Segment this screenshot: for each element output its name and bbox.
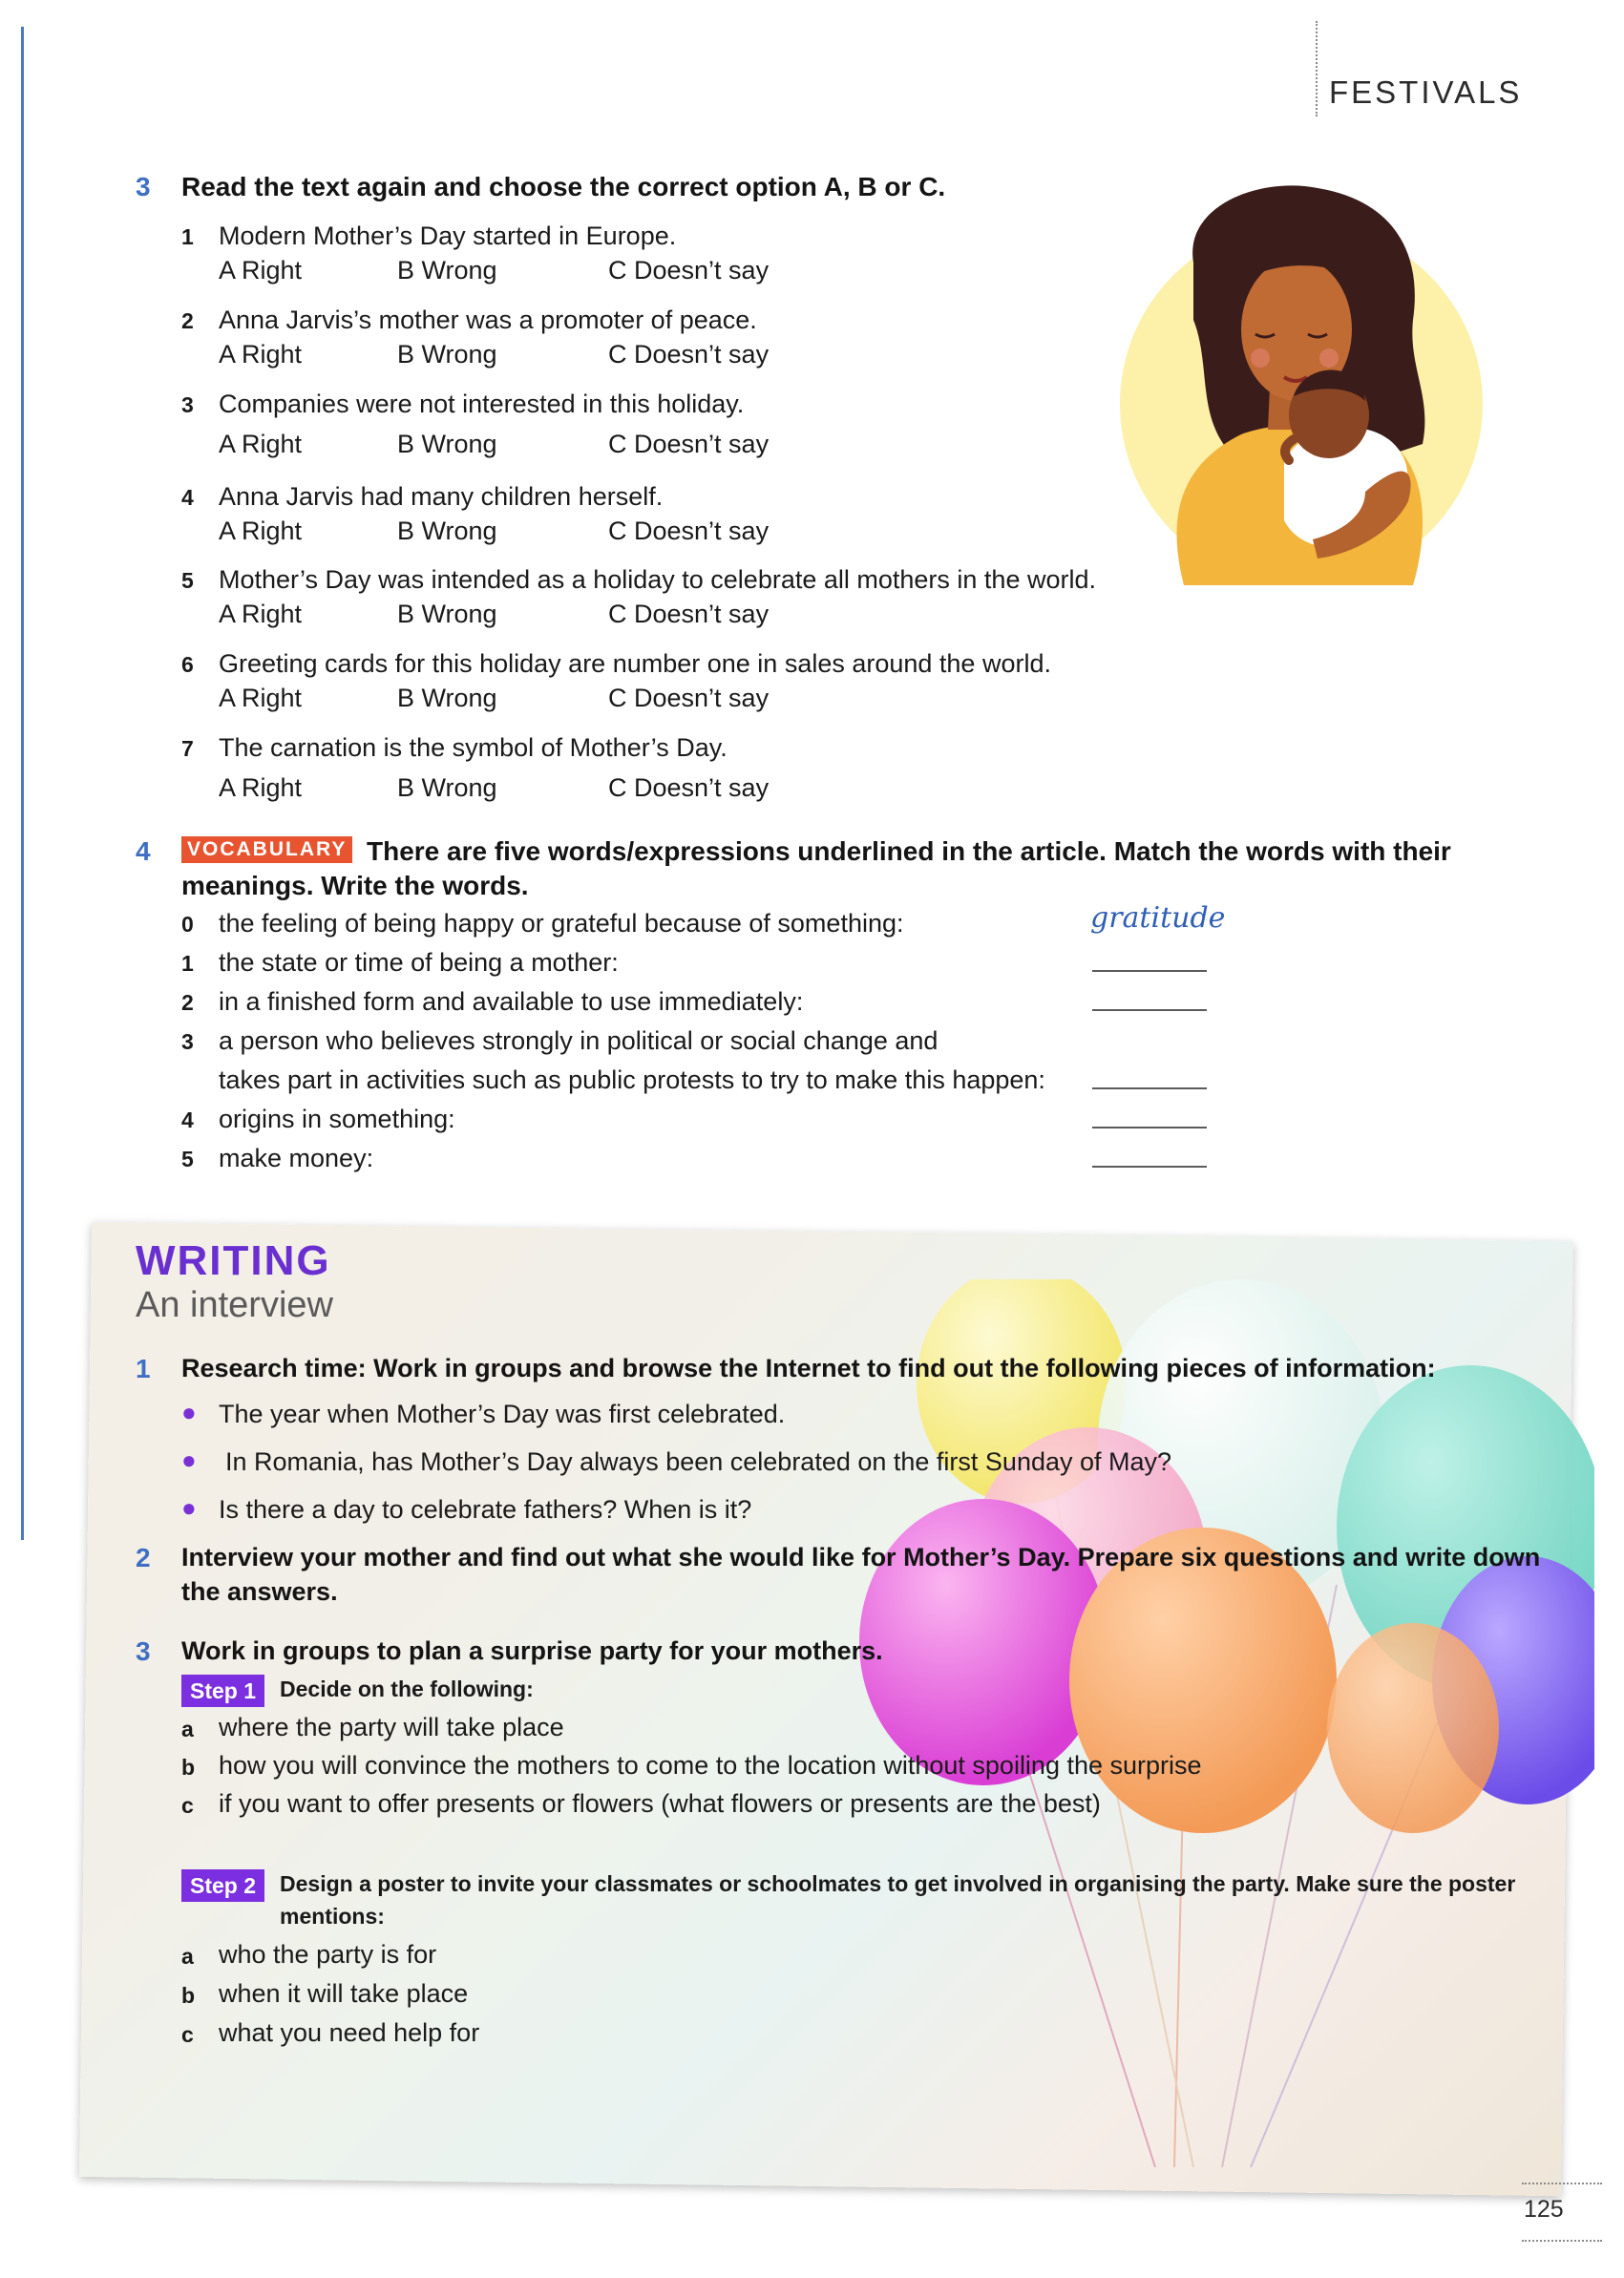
item-letter: a (181, 1944, 194, 1969)
item-number: 3 (181, 1029, 194, 1054)
question-text: Companies were not interested in this holiday. (219, 390, 745, 418)
answer-line (1092, 970, 1207, 972)
answer-line (1092, 1087, 1207, 1089)
question-text: The carnation is the symbol of Mother’s Day. (219, 733, 728, 762)
margin-rule (21, 27, 24, 1540)
question-text: Modern Mother’s Day started in Europe. (219, 221, 677, 250)
step-1-text: Decide on the following: (280, 1677, 534, 1701)
item-number: 0 (181, 912, 194, 937)
bullet-text: Is there a day to celebrate fathers? When is it? (219, 1495, 752, 1524)
item-letter: a (181, 1717, 194, 1741)
task-heading-cont: the answers. (181, 1577, 338, 1606)
question-number: 3 (181, 392, 194, 417)
option-b: B Wrong (397, 517, 497, 545)
step-2-text-cont: mentions: (280, 1904, 385, 1929)
step-2-badge: Step 2 (181, 1869, 264, 1902)
option-a: A Right (219, 684, 303, 712)
option-a: A Right (219, 256, 303, 285)
option-a: A Right (219, 517, 303, 545)
section-title: FESTIVALS (1329, 74, 1523, 110)
item-text: who the party is for (219, 1940, 437, 1969)
item-number: 4 (181, 1107, 194, 1132)
exercise-number: 4 (136, 836, 151, 866)
option-c: C Doesn’t say (608, 430, 770, 458)
question-text: Anna Jarvis had many children herself. (219, 482, 664, 511)
option-a: A Right (219, 430, 303, 458)
header-divider (1316, 21, 1318, 116)
item-letter: b (181, 1983, 196, 2008)
bullet-dot: ● (181, 1398, 197, 1426)
task-number: 2 (136, 1543, 151, 1572)
writing-title: WRITING (136, 1237, 331, 1284)
exercise-heading-cont: meanings. Write the words. (181, 871, 529, 900)
option-c: C Doesn’t say (608, 773, 770, 802)
item-text: what you need help for (219, 2018, 480, 2047)
question-text: Greeting cards for this holiday are number one in sales around the world. (219, 649, 1051, 678)
bullet-dot: ● (181, 1445, 197, 1474)
question-text: Anna Jarvis’s mother was a promoter of peace. (219, 306, 757, 334)
option-a: A Right (219, 773, 303, 802)
exercise-number: 3 (136, 172, 151, 201)
item-text: origins in something: (219, 1105, 455, 1133)
exercise-heading: Read the text again and choose the correct option A, B or C. (181, 172, 946, 201)
answer-example: gratitude (1090, 901, 1226, 935)
task-heading: Research time: Work in groups and browse the Internet to find out the following pieces of information: (181, 1354, 1436, 1382)
item-letter: b (181, 1755, 196, 1780)
option-c: C Doesn’t say (608, 340, 770, 369)
option-c: C Doesn’t say (608, 684, 770, 712)
answer-line (1092, 1009, 1207, 1011)
page-number: 125 (1524, 2196, 1564, 2223)
option-c: C Doesn’t say (608, 600, 770, 628)
option-a: A Right (219, 600, 303, 628)
question-number: 6 (181, 652, 194, 677)
question-number: 5 (181, 568, 194, 593)
item-text: the state or time of being a mother: (219, 948, 619, 977)
option-a: A Right (219, 340, 303, 369)
option-b: B Wrong (397, 430, 497, 458)
exercise-heading: There are five words/expressions underlined in the article. Match the words with their (367, 836, 1451, 866)
task-number: 3 (136, 1636, 151, 1666)
item-text: a person who believes strongly in political or social change and (219, 1026, 939, 1055)
page-number-rule (1522, 2183, 1602, 2184)
step-1-badge: Step 1 (181, 1675, 264, 1707)
question-number: 4 (181, 485, 194, 510)
item-text: in a finished form and available to use immediately: (219, 987, 804, 1016)
item-text: when it will take place (219, 1979, 469, 2008)
question-number: 2 (181, 308, 194, 333)
option-b: B Wrong (397, 684, 497, 712)
vocabulary-badge: VOCABULARY (181, 836, 352, 863)
writing-subtitle: An interview (136, 1285, 333, 1325)
option-c: C Doesn’t say (608, 256, 770, 285)
item-text-cont: takes part in activities such as public protests to try to make this happen: (219, 1065, 1045, 1094)
item-number: 1 (181, 951, 194, 976)
question-number: 1 (181, 224, 194, 249)
option-b: B Wrong (397, 340, 497, 369)
step-2-text: Design a poster to invite your classmates or schoolmates to get involved in organising the party. Make sure the poster (280, 1871, 1516, 1896)
balloons-image (840, 1279, 1594, 2177)
option-b: B Wrong (397, 256, 497, 285)
task-number: 1 (136, 1354, 151, 1383)
item-text: the feeling of being happy or grateful because of something: (219, 909, 904, 938)
page-number-rule (1522, 2240, 1602, 2242)
question-number: 7 (181, 736, 194, 761)
item-text: make money: (219, 1144, 374, 1172)
option-b: B Wrong (397, 600, 497, 628)
item-text: where the party will take place (219, 1713, 564, 1741)
mother-baby-illustration (1079, 177, 1528, 587)
question-text: Mother’s Day was intended as a holiday to celebrate all mothers in the world. (219, 565, 1096, 594)
task-heading: Interview your mother and find out what she would like for Mother’s Day. Prepare six questions and write down (181, 1543, 1541, 1571)
bullet-dot: ● (181, 1493, 197, 1522)
item-number: 5 (181, 1147, 194, 1171)
item-letter: c (181, 2022, 194, 2047)
option-b: B Wrong (397, 773, 497, 802)
item-text: if you want to offer presents or flowers (what flowers or presents are the best) (219, 1789, 1101, 1818)
task-heading: Work in groups to plan a surprise party for your mothers. (181, 1636, 883, 1665)
item-text: how you will convince the mothers to come to the location without spoiling the surprise (219, 1751, 1202, 1780)
answer-line (1092, 1166, 1207, 1168)
item-letter: c (181, 1793, 194, 1818)
bullet-text: In Romania, has Mother’s Day always been celebrated on the first Sunday of May? (225, 1447, 1172, 1476)
answer-line (1092, 1127, 1207, 1128)
bullet-text: The year when Mother’s Day was first celebrated. (219, 1400, 786, 1428)
option-c: C Doesn’t say (608, 517, 770, 545)
item-number: 2 (181, 990, 194, 1015)
